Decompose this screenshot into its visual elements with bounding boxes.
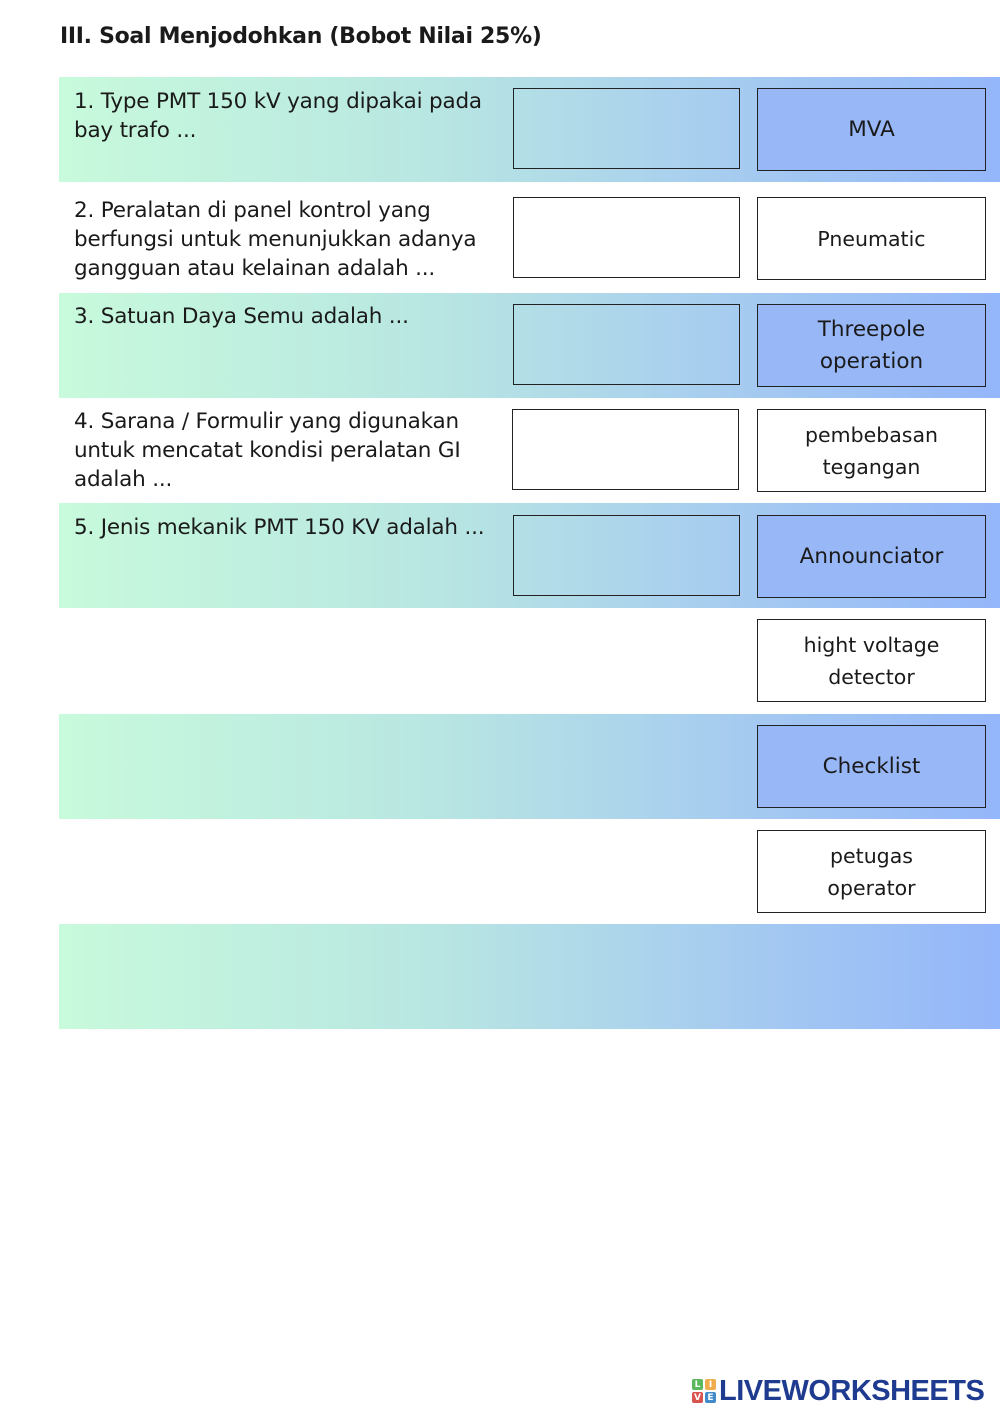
logo-mark-icon <box>692 1379 716 1403</box>
answer-card[interactable] <box>757 619 986 702</box>
answer-text: detector <box>828 664 915 689</box>
logo-mark-letter: E <box>705 1392 716 1403</box>
question-2: 2. Peralatan di panel kontrol yang berfungsi untuk menunjukkan adanya gangguan atau kelainan adalah ... <box>74 198 477 281</box>
answer-card[interactable] <box>757 197 986 280</box>
drop-target-1[interactable] <box>513 88 740 169</box>
logo-mark-letter: I <box>705 1379 716 1390</box>
drop-target-3[interactable] <box>513 304 740 385</box>
answer-text: Threepole <box>817 316 926 342</box>
answer-card[interactable] <box>757 304 986 387</box>
answer-card[interactable] <box>757 409 986 492</box>
answer-card[interactable] <box>757 830 986 913</box>
answer-text: Checklist <box>822 753 921 779</box>
drop-target-4[interactable] <box>512 409 739 490</box>
answer-text: Pneumatic <box>817 226 926 251</box>
answer-text: pembebasan <box>804 422 939 447</box>
answer-text: Announciator <box>799 543 944 569</box>
page-title: III. Soal Menjodohkan (Bobot Nilai 25%) <box>60 24 542 49</box>
answer-card[interactable] <box>757 88 986 171</box>
answer-text: operator <box>827 875 916 900</box>
question-4: 4. Sarana / Formulir yang digunakan untuk mencatat kondisi peralatan GI adalah ... <box>74 409 461 492</box>
answer-card[interactable] <box>757 515 986 598</box>
question-5: 5. Jenis mekanik PMT 150 KV adalah ... <box>74 515 485 540</box>
answer-text: MVA <box>848 116 895 142</box>
drop-target-2[interactable] <box>513 197 740 278</box>
liveworksheets-logo <box>692 1376 984 1406</box>
question-1: 1. Type PMT 150 kV yang dipakai pada bay trafo ... <box>74 89 482 143</box>
row-band <box>59 924 1000 1029</box>
logo-text: LIVEWORKSHEETS <box>719 1374 985 1407</box>
drop-target-5[interactable] <box>513 515 740 596</box>
answer-text: petugas <box>830 843 913 868</box>
answer-card[interactable] <box>757 725 986 808</box>
question-3: 3. Satuan Daya Semu adalah ... <box>74 304 409 329</box>
logo-mark-letter: L <box>692 1379 703 1390</box>
logo-mark-letter: V <box>692 1392 703 1403</box>
answer-text: tegangan <box>822 454 921 479</box>
answer-text: hight voltage <box>803 632 940 657</box>
answer-text: operation <box>819 348 924 374</box>
